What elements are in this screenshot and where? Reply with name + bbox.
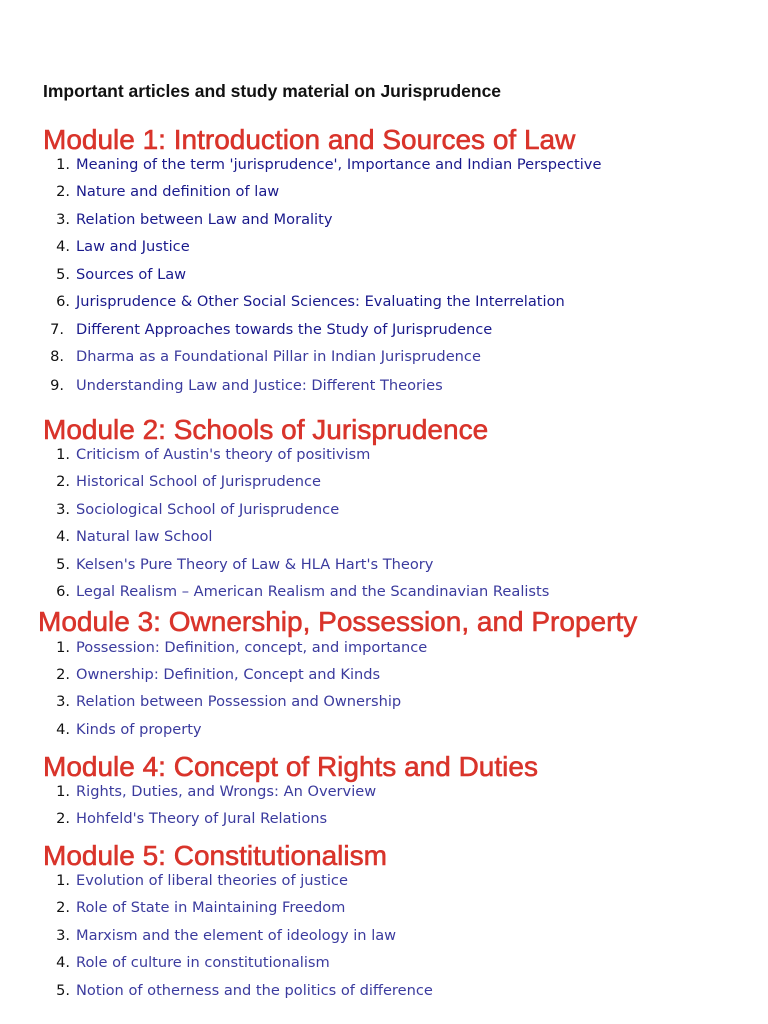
module-4-title: Module 4: Concept of Rights and Duties (43, 751, 538, 782)
list-number: 6. (56, 583, 70, 600)
article-link[interactable]: Meaning of the term 'jurisprudence', Importance and Indian Perspective (76, 156, 602, 173)
article-link[interactable]: Hohfeld's Theory of Jural Relations (76, 810, 328, 827)
article-link[interactable]: Kelsen's Pure Theory of Law & HLA Hart's Theory (76, 556, 434, 573)
list-number: 5. (56, 556, 70, 573)
list-number: 1. (56, 783, 70, 800)
list-number: 2. (56, 666, 70, 683)
module-1-title: Module 1: Introduction and Sources of Law (43, 124, 576, 155)
list-number: 5. (56, 266, 70, 283)
article-link[interactable]: Marxism and the element of ideology in law (76, 927, 397, 944)
article-link[interactable]: Role of culture in constitutionalism (76, 954, 330, 971)
module-3-title: Module 3: Ownership, Possession, and Property (38, 606, 638, 637)
article-link[interactable]: Possession: Definition, concept, and importance (76, 639, 428, 656)
article-link[interactable]: Relation between Law and Morality (76, 211, 333, 228)
list-number: 7. (50, 321, 64, 338)
article-link[interactable]: Nature and definition of law (76, 183, 280, 200)
article-link[interactable]: Different Approaches towards the Study of Jurisprudence (76, 321, 493, 338)
article-link[interactable]: Sources of Law (76, 266, 187, 283)
list-number: 4. (56, 238, 70, 255)
article-link[interactable]: Criticism of Austin's theory of positivism (76, 446, 371, 463)
list-number: 3. (56, 927, 70, 944)
list-number: 4. (56, 528, 70, 545)
list-number: 1. (56, 156, 70, 173)
list-number: 3. (56, 693, 70, 710)
article-link[interactable]: Dharma as a Foundational Pillar in Indian Jurisprudence (76, 348, 481, 365)
list-number: 8. (50, 348, 64, 365)
article-link[interactable]: Historical School of Jurisprudence (76, 473, 322, 490)
article-link[interactable]: Understanding Law and Justice: Different Theories (76, 377, 443, 394)
list-number: 1. (56, 639, 70, 656)
article-link[interactable]: Jurisprudence & Other Social Sciences: Evaluating the Interrelation (76, 293, 565, 310)
list-number: 9. (50, 377, 64, 394)
article-link[interactable]: Relation between Possession and Ownership (76, 693, 402, 710)
list-number: 4. (56, 721, 70, 738)
module-5-title: Module 5: Constitutionalism (43, 840, 387, 871)
list-number: 2. (56, 183, 70, 200)
module-2-title: Module 2: Schools of Jurisprudence (43, 414, 489, 445)
intro-heading: Important articles and study material on Jurisprudence (43, 81, 502, 101)
article-link[interactable]: Ownership: Definition, Concept and Kinds (76, 666, 381, 683)
article-link[interactable]: Kinds of property (76, 721, 202, 738)
article-link[interactable]: Role of State in Maintaining Freedom (76, 899, 346, 916)
article-link[interactable]: Rights, Duties, and Wrongs: An Overview (76, 783, 377, 800)
list-number: 2. (56, 810, 70, 827)
article-link[interactable]: Natural law School (76, 528, 213, 545)
article-link[interactable]: Notion of otherness and the politics of difference (76, 982, 433, 999)
article-link[interactable]: Evolution of liberal theories of justice (76, 872, 348, 889)
list-number: 5. (56, 982, 70, 999)
list-number: 6. (56, 293, 70, 310)
list-number: 2. (56, 899, 70, 916)
list-number: 3. (56, 211, 70, 228)
list-number: 1. (56, 872, 70, 889)
list-number: 2. (56, 473, 70, 490)
list-number: 3. (56, 501, 70, 518)
article-link[interactable]: Sociological School of Jurisprudence (76, 501, 340, 518)
article-link[interactable]: Law and Justice (76, 238, 190, 255)
list-number: 4. (56, 954, 70, 971)
article-link[interactable]: Legal Realism – American Realism and the Scandinavian Realists (76, 583, 550, 600)
list-number: 1. (56, 446, 70, 463)
